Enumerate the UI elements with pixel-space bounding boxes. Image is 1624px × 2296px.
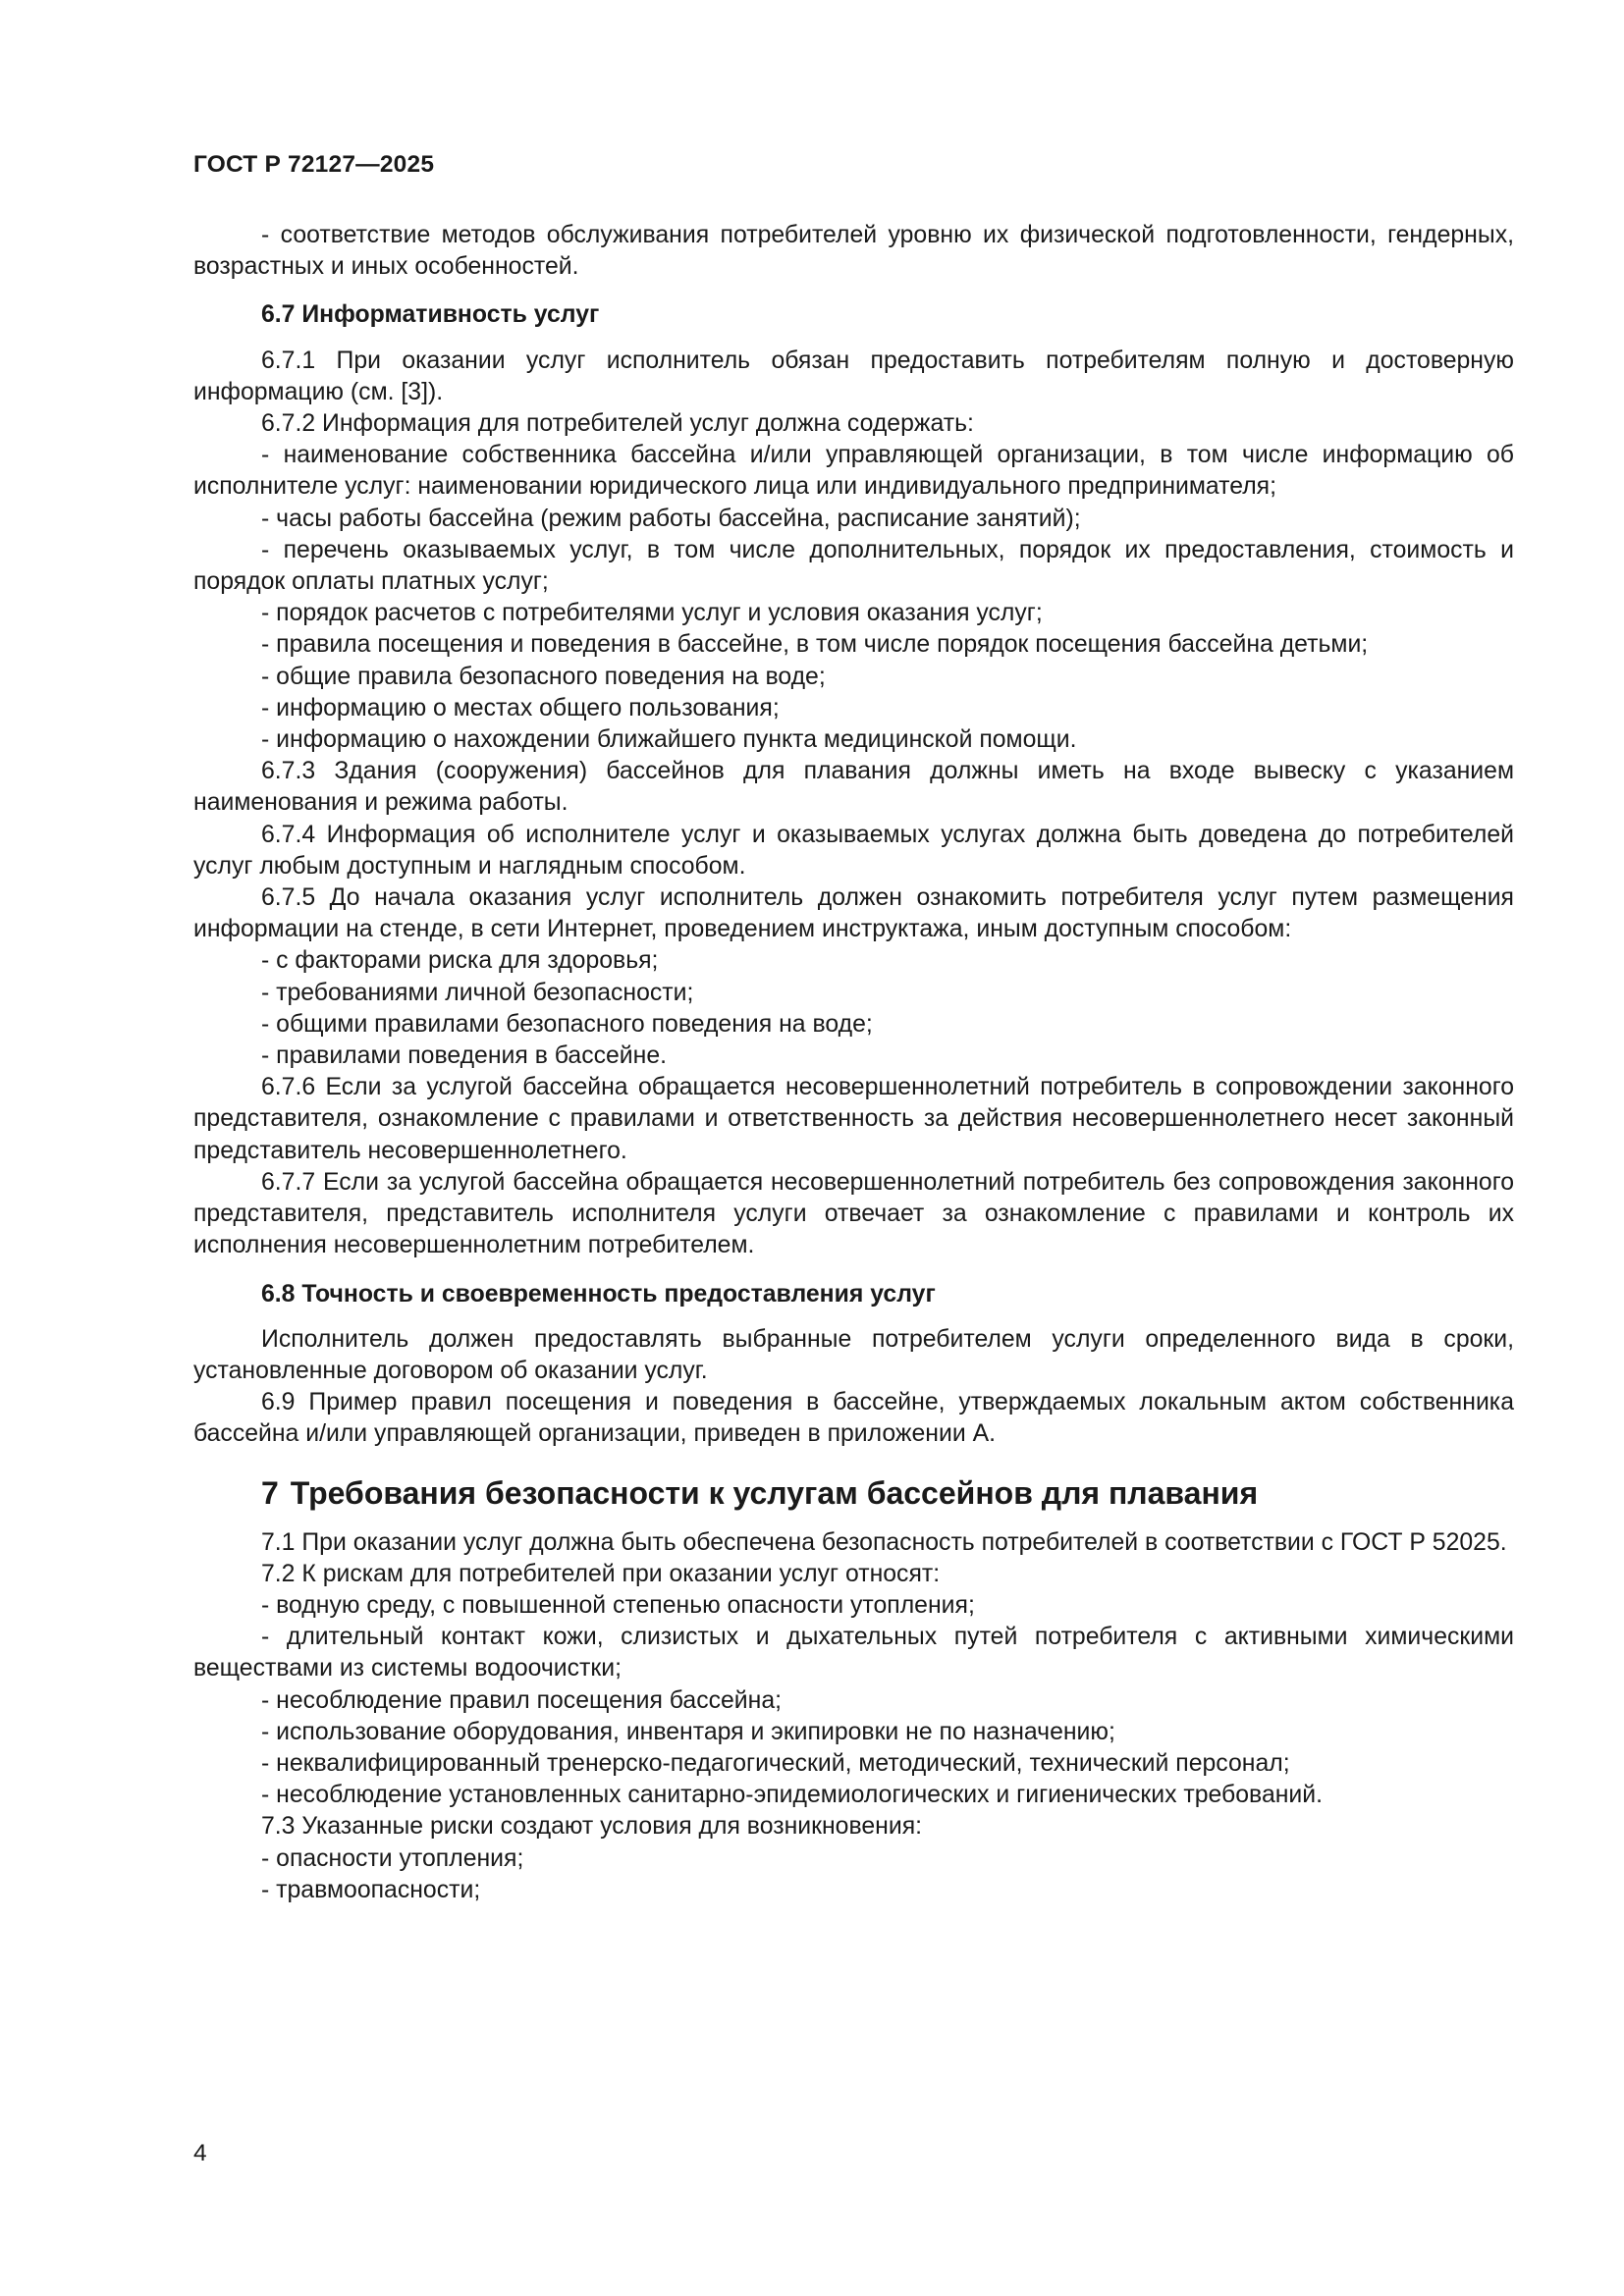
- paragraph: 6.7.2 Информация для потребителей услуг должна содержать:: [261, 410, 974, 438]
- list-item: - несоблюдение установленных санитарно-эпидемиологических и гигиенических требований.: [261, 1782, 1324, 1809]
- paragraph: 7.1 При оказании услуг должна быть обеспечена безопасность потребителей в соответствии с ГОСТ Р 52025.: [261, 1528, 1507, 1556]
- chapter-7-heading: [193, 1472, 1514, 1514]
- paragraph: 6.7.5 До начала оказания услуг исполнитель должен ознакомить потребителя услуг путем размещения информации на стенде, в сети Интернет, проведением инструктажа, иным доступным способом:: [193, 884, 1514, 943]
- list-item: - информацию о нахождении ближайшего пункта медицинской помощи.: [261, 726, 1077, 754]
- paragraph: 6.7.3 Здания (сооружения) бассейнов для плавания должны иметь на входе вывеску с указанием наименования и режима работы.: [193, 758, 1514, 817]
- section-6-7-body: [193, 346, 1514, 1262]
- list-item: - часы работы бассейна (режим работы бассейна, расписание занятий);: [261, 505, 1081, 532]
- list-item: - перечень оказываемых услуг, в том числе дополнительных, порядок их предоставления, стоимость и порядок оплаты платных услуг;: [193, 536, 1514, 596]
- page-header: ГОСТ Р 72127—2025: [193, 151, 435, 178]
- section-6-7-heading: 6.7 Информативность услуг: [261, 301, 600, 329]
- paragraph: 6.7.1 При оказании услуг исполнитель обязан предоставить потребителям полную и достоверную информацию (см. [3]).: [193, 347, 1514, 405]
- paragraph: 6.7.4 Информация об исполнителе услуг и оказываемых услугах должна быть доведена до потребителей услуг любым доступным и наглядным способом.: [193, 821, 1514, 880]
- list-item: - правилами поведения в бассейне.: [261, 1042, 668, 1070]
- list-item: - несоблюдение правил посещения бассейна;: [261, 1686, 783, 1714]
- paragraph: 6.7.7 Если за услугой бассейна обращается несовершеннолетний потребитель без сопровождения законного представителя, представитель исполнителя услуги отвечает за ознакомление с правилами и контроль их исполнения несовершеннолетним потребителем.: [193, 1168, 1514, 1259]
- list-item: - длительный контакт кожи, слизистых и дыхательных путей потребителя с активными химическими веществами из системы водоочистки;: [193, 1624, 1514, 1682]
- list-item: - информацию о местах общего пользования;: [261, 694, 780, 721]
- chapter-title: Требования безопасности к услугам бассейнов для плавания: [290, 1474, 1259, 1511]
- list-item: - неквалифицированный тренерско-педагогический, методический, технический персонал;: [261, 1749, 1290, 1777]
- list-item: - требованиями личной безопасности;: [261, 979, 694, 1006]
- document-body: [193, 220, 1514, 1906]
- list-item: - водную среду, с повышенной степенью опасности утопления;: [261, 1591, 975, 1619]
- list-item: - с факторами риска для здоровья;: [261, 947, 659, 975]
- list-item: - использование оборудования, инвентаря и экипировки не по назначению;: [261, 1718, 1115, 1745]
- paragraph: Исполнитель должен предоставлять выбранные потребителем услуги определенного вида в сроки, установленные договором об оказании услуг.: [193, 1325, 1514, 1384]
- list-item: - правила посещения и поведения в бассейне, в том числе порядок посещения бассейна детьми;: [261, 631, 1369, 659]
- paragraph: 7.2 К рискам для потребителей при оказании услуг относят:: [261, 1560, 941, 1587]
- chapter-number: 7: [261, 1474, 279, 1511]
- chapter-7-body: [193, 1527, 1514, 1906]
- paragraph: 7.3 Указанные риски создают условия для возникновения:: [261, 1813, 923, 1841]
- list-item: - общими правилами безопасного поведения на воде;: [261, 1010, 873, 1038]
- page-number: 4: [193, 2140, 207, 2166]
- list-item: - травмоопасности;: [261, 1876, 481, 1903]
- list-item: - порядок расчетов с потребителями услуг и условия оказания услуг;: [261, 600, 1043, 627]
- list-item: - общие правила безопасного поведения на воде;: [261, 663, 826, 690]
- section-6-8-heading: 6.8 Точность и своевременность предоставления услуг: [261, 1280, 936, 1308]
- list-item: - опасности утопления;: [261, 1844, 524, 1872]
- paragraph: 6.7.6 Если за услугой бассейна обращается несовершеннолетний потребитель в сопровождении законного представителя, ознакомление с правилами и ответственность за действия несовершеннолетнего несет законный представитель несовершеннолетнего.: [193, 1074, 1514, 1164]
- paragraph: 6.9 Пример правил посещения и поведения в бассейне, утверждаемых локальным актом собственника бассейна и/или управляющей организации, приведен в приложении А.: [193, 1389, 1514, 1448]
- section-6-8-body: [193, 1324, 1514, 1451]
- intro-paragraph: - соответствие методов обслуживания потребителей уровню их физической подготовленности, гендерных, возрастных и иных особенностей.: [193, 222, 1514, 281]
- list-item: - наименование собственника бассейна и/или управляющей организации, в том числе информацию об исполнителе услуг: наименовании юридического лица или индивидуального предпринимателя;: [193, 442, 1514, 501]
